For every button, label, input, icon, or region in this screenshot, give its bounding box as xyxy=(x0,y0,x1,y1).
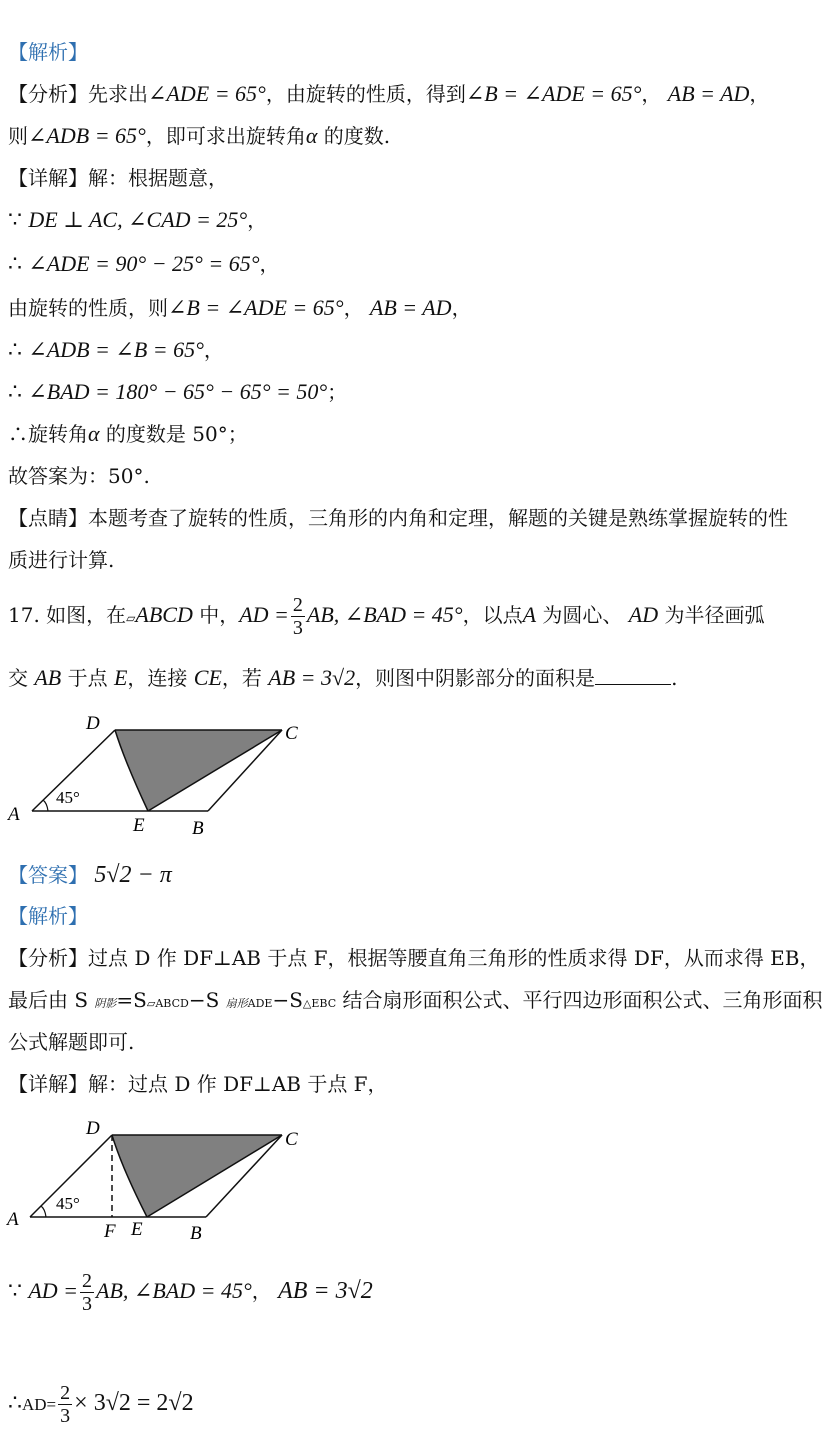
fraction-numerator: 2 xyxy=(60,1382,71,1404)
math-expr: AD= xyxy=(22,1395,57,1414)
text-segment: ， xyxy=(251,1279,272,1303)
angle-mark xyxy=(43,800,48,811)
step-line xyxy=(8,250,280,278)
figure-parallelogram-1 xyxy=(0,700,320,845)
analysis-label: 【分析】先求出 xyxy=(8,82,148,106)
angle-mark xyxy=(41,1206,46,1217)
question-text: ，以点 xyxy=(462,603,523,627)
math-expr: ∠ADB = 65° xyxy=(28,123,146,148)
detail-heading: 【详解】解：过点 D 作 DF⊥AB 于点 F， xyxy=(8,1072,388,1096)
question-text: 交 xyxy=(8,666,28,690)
because-symbol: ∵ xyxy=(8,207,22,232)
math-expr: E xyxy=(113,665,128,690)
subscript: ▱ABCD xyxy=(146,997,189,1010)
question-17-line-1 xyxy=(8,592,764,641)
math-expr: × 3√2 = 2√2 xyxy=(74,1390,194,1416)
math-expr: ∠ADB = ∠B = 65° xyxy=(28,337,204,362)
text-segment: ， xyxy=(641,82,662,106)
fraction xyxy=(58,1382,72,1427)
comment-line-2: 质进行计算. xyxy=(8,548,115,572)
text-segment: =S xyxy=(116,988,147,1012)
label-b: B xyxy=(190,1223,202,1244)
analysis-line-2 xyxy=(8,122,390,150)
text-segment: ∴旋转角 xyxy=(8,422,88,446)
therefore-symbol: ∴ xyxy=(8,1390,22,1415)
fraction-denominator: 3 xyxy=(292,617,303,639)
text-segment: ， xyxy=(203,338,224,362)
subscript: △EBC xyxy=(302,997,337,1010)
fraction-denominator: 3 xyxy=(82,1293,93,1315)
text-segment: 的度数. xyxy=(323,124,391,148)
text-segment: ，由旋转的性质，得到 xyxy=(265,82,466,106)
label-c: C xyxy=(285,723,298,744)
question-text: ，连接 xyxy=(127,666,188,690)
question-text: 中， xyxy=(199,603,240,627)
subscript: ADE xyxy=(247,997,273,1010)
label-a: A xyxy=(8,804,20,825)
math-expr: ∠ADE = 90° − 25° = 65° xyxy=(28,251,260,276)
text-segment: ， xyxy=(749,82,770,106)
text-segment: 的度数是 50°； xyxy=(105,422,248,446)
question-text: 为圆心、 xyxy=(542,603,623,627)
fraction xyxy=(80,1270,94,1315)
math-expr: ∠BAD = 180° − 65° − 65° = 50° xyxy=(28,379,328,404)
math-expr: AD xyxy=(628,602,659,627)
math-expr: AB xyxy=(34,665,62,690)
subscript: 阴影 xyxy=(94,997,117,1010)
shaded-region xyxy=(115,730,282,811)
text-segment: −S xyxy=(188,988,226,1012)
fraction-denominator: 3 xyxy=(60,1405,71,1427)
math-expr: AB = 3√2 xyxy=(278,1278,373,1304)
analysis-line-1 xyxy=(8,80,769,108)
label-e: E xyxy=(133,815,145,836)
label-f: F xyxy=(104,1221,116,1242)
because-symbol: ∵ xyxy=(8,1278,22,1303)
math-expr: ∠ADE = 65° xyxy=(148,81,266,106)
math-expr: A xyxy=(522,602,537,627)
fraction xyxy=(291,594,305,639)
answer-tag: 【答案】 xyxy=(8,863,88,887)
label-angle: 45° xyxy=(56,1194,80,1213)
question-text: . xyxy=(671,666,678,690)
analysis-line-3: 公式解题即可. xyxy=(8,1030,135,1054)
text-segment: 结合扇形面积公式、平行四边形面积公式、三角形面积 xyxy=(336,988,823,1012)
step-line xyxy=(8,206,267,234)
question-17-line-2 xyxy=(8,664,677,692)
math-expr: AD = xyxy=(239,602,289,627)
label-d: D xyxy=(86,1118,100,1139)
question-text: 为半径画弧 xyxy=(664,603,765,627)
text-segment: 由旋转的性质，则 xyxy=(8,296,168,320)
figure-parallelogram-2 xyxy=(0,1112,320,1257)
therefore-symbol: ∴ xyxy=(8,337,22,362)
analysis-line-1: 【分析】过点 D 作 DF⊥AB 于点 F，根据等腰直角三角形的性质求得 DF，从而求得 EB， xyxy=(8,946,820,970)
analysis-line-2 xyxy=(8,986,822,1018)
text-segment: 最后由 S xyxy=(8,988,95,1012)
math-expr: ∠B = ∠ADE = 65° xyxy=(168,295,344,320)
math-expr: AB, ∠BAD = 45° xyxy=(96,1278,252,1303)
answer-line xyxy=(8,860,172,890)
fraction-numerator: 2 xyxy=(82,1270,93,1292)
equation-line-2 xyxy=(8,1378,194,1430)
label-a: A xyxy=(7,1209,19,1230)
math-expr: ∠B = ∠ADE = 65° xyxy=(465,81,642,106)
question-text: 17. 如图，在 xyxy=(8,603,127,627)
label-e: E xyxy=(131,1219,143,1240)
step-line xyxy=(8,420,248,448)
answer-value: 5√2 − π xyxy=(94,862,172,888)
answer-statement: 故答案为：50°. xyxy=(8,464,150,488)
math-expr: AB = AD xyxy=(369,295,452,320)
alpha-symbol: α xyxy=(305,123,318,148)
step-line xyxy=(8,336,224,364)
text-segment: ； xyxy=(327,380,348,404)
therefore-symbol: ∴ xyxy=(8,251,22,276)
step-line xyxy=(8,378,347,406)
label-d: D xyxy=(86,713,100,734)
text-segment: ，即可求出旋转角 xyxy=(145,124,306,148)
answer-blank xyxy=(595,666,671,685)
question-text: ，若 xyxy=(221,666,262,690)
text-segment: ， xyxy=(451,296,472,320)
label-angle: 45° xyxy=(56,788,80,807)
therefore-symbol: ∴ xyxy=(8,379,22,404)
math-expr: AB = AD xyxy=(667,81,750,106)
text-segment: −S xyxy=(272,988,303,1012)
text-segment: 则 xyxy=(8,124,28,148)
section-tag-jiexi: 【解析】 xyxy=(8,40,88,64)
section-tag-jiexi-2: 【解析】 xyxy=(8,904,88,928)
label-b: B xyxy=(192,818,204,839)
question-text: 于点 xyxy=(67,666,108,690)
text-segment: ， xyxy=(259,252,280,276)
shaded-region xyxy=(112,1135,282,1217)
math-expr: DE ⊥ AC, ∠CAD = 25° xyxy=(28,207,248,232)
math-expr: AB, ∠BAD = 45° xyxy=(306,602,463,627)
math-expr: CE xyxy=(193,665,222,690)
detail-heading: 【详解】解：根据题意， xyxy=(8,166,228,190)
text-segment: ， xyxy=(247,208,268,232)
math-expr: AB = 3√2 xyxy=(268,665,356,690)
math-expr: AD = xyxy=(28,1278,79,1303)
step-line xyxy=(8,294,472,322)
alpha-symbol: α xyxy=(88,421,100,446)
text-segment: ， xyxy=(343,296,364,320)
math-expr: ABCD xyxy=(135,602,193,627)
label-c: C xyxy=(285,1129,298,1150)
comment-line-1: 【点睛】本题考查了旋转的性质，三角形的内角和定理，解题的关键是熟练掌握旋转的性 xyxy=(8,506,788,530)
subscript: 扇形 xyxy=(225,997,248,1010)
parallelogram-symbol: ▱ xyxy=(126,611,136,625)
question-text: ，则图中阴影部分的面积是 xyxy=(355,666,596,690)
equation-line-1 xyxy=(8,1266,373,1316)
fraction-numerator: 2 xyxy=(292,594,303,616)
